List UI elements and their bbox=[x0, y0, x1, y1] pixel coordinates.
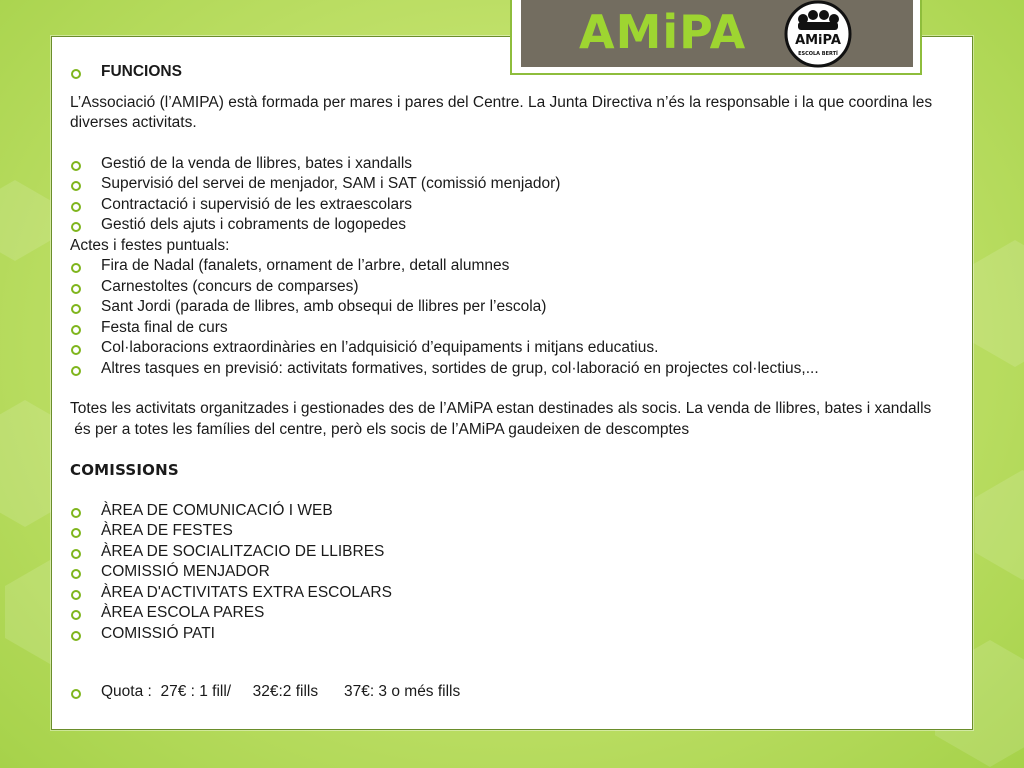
slide-title: AMiPA bbox=[579, 5, 747, 59]
bullet-ring-icon bbox=[71, 284, 81, 294]
comissions-heading: COMISSIONS bbox=[70, 461, 179, 479]
list-item: Carnestoltes (concurs de comparses) bbox=[70, 277, 960, 298]
logo-wordmark: AMiPA bbox=[795, 33, 841, 48]
members-note-line-1: Totes les activitats organitzades i gestionades des de l’AMiPA estan destinades als socis. La venda de llibres, bates i xandalls bbox=[70, 400, 932, 417]
bullet-ring-icon bbox=[71, 631, 81, 641]
background-hexagon bbox=[975, 470, 1024, 580]
members-note-line-2: és per a totes les famílies del centre, però els socis de l’AMiPA gaudeixen de descomptes bbox=[70, 420, 690, 438]
list-item: COMISSIÓ MENJADOR bbox=[70, 562, 960, 583]
bullet-ring-icon bbox=[71, 366, 81, 376]
funcions-list bbox=[70, 154, 960, 236]
list-item: ÀREA DE SOCIALITZACIO DE LLIBRES bbox=[70, 542, 960, 563]
comissions-list bbox=[70, 501, 960, 645]
intro-paragraph: L’Associació (l’AMIPA) està formada per mares i pares del Centre. La Junta Directiva n’és la responsable i la que coordina les diverses activitats. bbox=[70, 93, 933, 131]
bullet-ring-icon bbox=[71, 610, 81, 620]
bullet-ring-icon bbox=[71, 345, 81, 355]
quota-line: Quota : 27€ : 1 fill/ 32€:2 fills 37€: 3 o més fills bbox=[70, 682, 960, 703]
bullet-ring-icon bbox=[71, 181, 81, 191]
background-hexagon bbox=[0, 180, 50, 261]
members-note bbox=[70, 399, 960, 440]
bullet-ring-icon bbox=[71, 161, 81, 171]
list-item: Altres tasques en previsió: activitats formatives, sortides de grup, col·laboració en projectes col·lectius,... bbox=[70, 359, 960, 380]
bullet-ring-icon bbox=[71, 689, 81, 699]
bullet-ring-icon bbox=[71, 69, 81, 79]
bullet-ring-icon bbox=[71, 549, 81, 559]
bullet-ring-icon bbox=[71, 202, 81, 212]
bullet-ring-icon bbox=[71, 304, 81, 314]
list-item: Fira de Nadal (fanalets, ornament de l’arbre, detall alumnes bbox=[70, 256, 960, 277]
list-item: Sant Jordi (parada de llibres, amb obsequi de llibres per l’escola) bbox=[70, 297, 960, 318]
events-list bbox=[70, 256, 960, 379]
list-item: ÀREA DE COMUNICACIÓ I WEB bbox=[70, 501, 960, 522]
bullet-ring-icon bbox=[71, 569, 81, 579]
list-item: Festa final de curs bbox=[70, 318, 960, 339]
list-item: Supervisió del servei de menjador, SAM i SAT (comissió menjador) bbox=[70, 174, 960, 195]
amipa-logo bbox=[777, 0, 859, 68]
logo-subtext: ESCOLA BERTÍ bbox=[798, 51, 838, 57]
list-item: ÀREA D'ACTIVITATS EXTRA ESCOLARS bbox=[70, 583, 960, 604]
bullet-ring-icon bbox=[71, 528, 81, 538]
list-item: Gestió dels ajuts i cobraments de logopedes bbox=[70, 215, 960, 236]
bullet-ring-icon bbox=[71, 263, 81, 273]
list-item: COMISSIÓ PATI bbox=[70, 624, 960, 645]
title-banner-inner bbox=[521, 0, 913, 67]
bullet-ring-icon bbox=[71, 508, 81, 518]
list-item: Col·laboracions extraordinàries en l’adquisició d’equipaments i mitjans educatius. bbox=[70, 338, 960, 359]
list-item: Gestió de la venda de llibres, bates i xandalls bbox=[70, 154, 960, 175]
slide-body bbox=[70, 62, 960, 703]
bullet-ring-icon bbox=[71, 325, 81, 335]
funcions-heading: FUNCIONS bbox=[70, 62, 960, 83]
list-item: Contractació i supervisió de les extraescolars bbox=[70, 195, 960, 216]
list-item: ÀREA ESCOLA PARES bbox=[70, 603, 960, 624]
bullet-ring-icon bbox=[71, 222, 81, 232]
events-label: Actes i festes puntuals: bbox=[70, 236, 230, 254]
bullet-ring-icon bbox=[71, 590, 81, 600]
list-item: ÀREA DE FESTES bbox=[70, 521, 960, 542]
